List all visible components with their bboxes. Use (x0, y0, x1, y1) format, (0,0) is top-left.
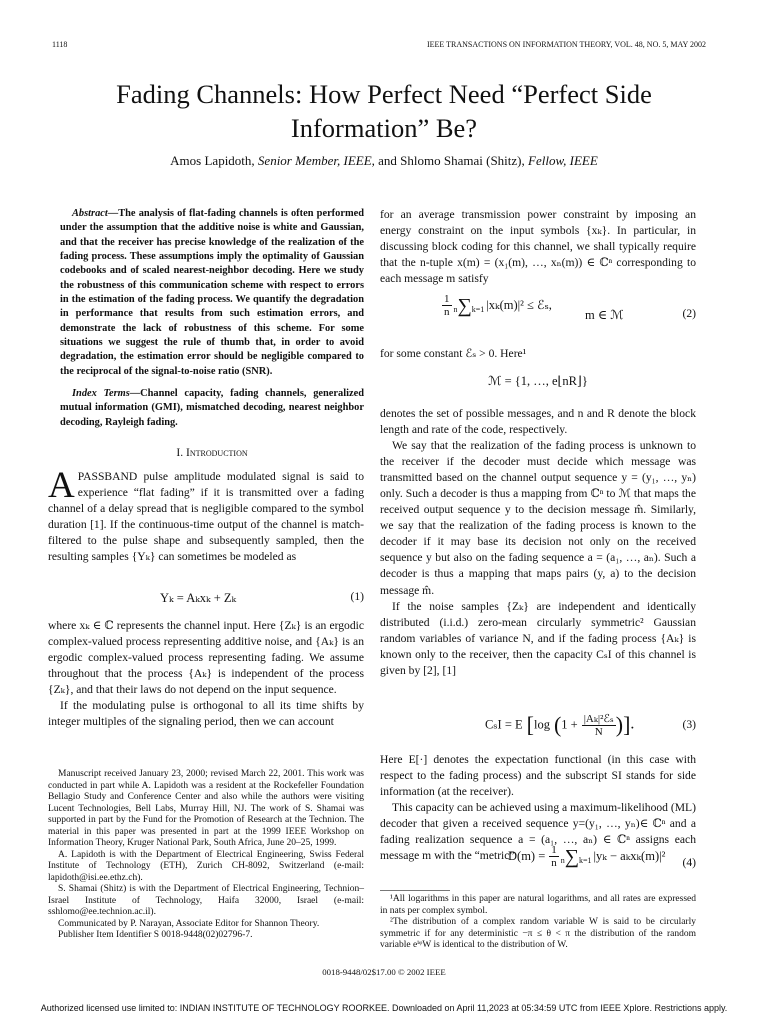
index-terms (60, 387, 364, 430)
equation-4-number: (4) (682, 856, 696, 869)
title-line-2: Information” Be? (290, 113, 478, 143)
equation-4-term: |yₖ − aₖxₖ(m)|² (593, 849, 666, 864)
author-2: Shlomo Shamai (Shitz), (400, 153, 525, 168)
abstract-text: —The analysis of flat-fading channels is often performed under the assumption that the additive noise is white and Gaussian, and that the receiver has precise knowledge of the realization of the fading process. These assumptions imply the optimality of Gaussian codebooks and of scaled nearest-neighbor decoding. Here we study the robustness of this communication scheme with respect to errors in the estimation of the fading process. We quantify the degradation in performance that results from such estimation errors, and demonstrate the lack of robustness of this scheme. For some situations we suggest the rule of thumb that, in order to avoid degradation, the estimation error should be negligible compared to the reciprocal of the signal-to-noise ratio (SNR). (60, 208, 364, 377)
footnote-rule (380, 890, 450, 891)
footnote-2: ²The distribution of a complex random variable W is said to be circularly symmetric if for any deterministic −π ≤ θ < π the distribution of the random variable eⁱᵠW is identical to the distribution of W. (380, 917, 696, 950)
sum-icon: n∑k=1 (453, 294, 485, 317)
fraction-numerator: 1 (444, 293, 450, 305)
abstract (60, 207, 364, 379)
author-1-affiliation: Senior Member, IEEE, (257, 153, 375, 168)
equation-3-lhs: CₛI = E (485, 717, 523, 732)
manuscript-note: Communicated by P. Narayan, Associate Editor for Shannon Theory. (58, 918, 320, 929)
manuscript-note: A. Lapidoth is with the Department of Electrical Engineering, Swiss Federal Institute of Technology (ETH), Zurich CH-8092, Switzerland (e-mail: lapidoth@isi.ee.ethz.ch). (48, 849, 364, 883)
author-1: Amos Lapidoth (170, 153, 252, 168)
equation-1-body: Yₖ = Aₖxₖ + Zₖ (160, 591, 237, 605)
equation-2-fraction (442, 293, 452, 318)
running-header: IEEE TRANSACTIONS ON INFORMATION THEORY, VOL. 48, NO. 5, MAY 2002 (426, 40, 706, 49)
manuscript-note: Publisher Item Identifier S 0018-9448(02)02796-7. (58, 930, 253, 940)
equation-4-fraction (549, 844, 559, 869)
manuscript-note: Manuscript received January 23, 2000; revised March 22, 2001. This work was conducted in part while A. Lapidoth was a resident at the Rockefeller Foundation Bellagio Study and Conference Center and also while the authors were visiting Lucent Technologies, Bell Labs, Murray Hill, NJ. The work of S. Shamai was supported in part by the Fund for the Promotion of Research at the Technion. The material in this paper was presented in part at the 1999 IEEE Workshop on Information Theory, Kruger National Park, South Africa, June 20–25, 1999. (48, 769, 364, 848)
title-line-1: Fading Channels: How Perfect Need “Perfect Side (116, 79, 652, 109)
manuscript-note: S. Shamai (Shitz) is with the Department of Electrical Engineering, Technion–Israel Institute of Technology, Haifa 32000, Israel (e-mail: sshlomo@ee.technion.ac.il). (48, 884, 364, 917)
fraction-denominator: n (551, 857, 557, 869)
intro-paragraph-2 (48, 618, 364, 730)
equation-set: ℳ = {1, …, e⌊nR⌋} (488, 374, 588, 388)
fraction-numerator: |Aₖ|²ℰₛ (583, 712, 614, 725)
fraction-numerator: 1 (551, 844, 557, 856)
equation-3-one: 1 + (561, 717, 578, 732)
equation-2 (380, 293, 696, 335)
equation-4-lhs: D(m) = (508, 849, 546, 864)
equation-3-fraction (582, 713, 616, 738)
equation-1 (48, 590, 364, 610)
footnote-1: ¹All logarithms in this paper are natural logarithms, and all rates are expressed in nats per complex symbol. (380, 894, 696, 916)
equation-4-body (508, 844, 665, 869)
equation-4 (380, 844, 696, 884)
equation-2-number: (2) (682, 307, 696, 320)
right-text-2: for some constant ℰₛ > 0. Here¹ (380, 347, 527, 360)
sum-lower: k=1 (579, 855, 592, 865)
drop-cap: A (48, 465, 75, 506)
author-2-affiliation: Fellow, IEEE (528, 153, 598, 168)
author-line: Amos Lapidoth, Senior Member, IEEE, and Shlomo Shamai (Shitz), Fellow, IEEE (170, 153, 598, 168)
intro-paragraph-1 (48, 465, 364, 565)
sum-icon: n∑k=1 (560, 845, 592, 868)
page-number: 1118 (52, 40, 68, 49)
intro-text-2: where xₖ ∈ ℂ represents the channel input. Here {Zₖ} is an ergodic complex-valued process representing additive noise, and {Aₖ} is an ergodic complex-valued process representing fading. We assume throughout that the process {Aₖ} is independent of the process {Zₖ}, and that their laws do not depend on the input sequence. (48, 619, 364, 697)
right-text-3: denotes the set of possible messages, and n and R denote the block length and rate of the code, respectively. (380, 407, 696, 437)
sum-lower: k=1 (471, 304, 485, 314)
sum-upper: n (560, 855, 565, 865)
right-text-4: We say that the realization of the fading process is unknown to the receiver if the decoder must decide which message was transmitted based on the channel output sequence y = (y₁, …, yₙ) only. Such a decoder is thus a mapping from ℂⁿ to ℳ that maps the received output sequence y to the decision message m̂. Similarly, we say that the realization of the fading process is known to the decoder if it may base its decision not only on the received sequence y but also on the fading sequence a = (a₁, …, aₙ). Such a decoder is thus a mapping that maps pairs (y, a) to the decision message m̂. (380, 439, 696, 597)
equation-2-body: |xₖ(m)|² ≤ ℰₛ, (486, 298, 552, 313)
equation-3 (380, 712, 696, 748)
paper-title (40, 77, 728, 145)
index-terms-text: —Channel capacity, fading channels, generalized mutual information (GMI), mismatched decoding, nearest neighbor decoding, Rayleigh fading. (60, 388, 364, 428)
equation-1-number: (1) (350, 590, 364, 603)
footnotes (380, 894, 696, 952)
right-text-6: Here E[·] denotes the expectation functional (in this case with respect to the fading process) and the subscript SI stands for side information (at the receiver). (380, 753, 696, 799)
sum-upper: n (453, 304, 458, 314)
equation-3-number: (3) (682, 718, 696, 731)
license-notice: Authorized licensed use limited to: INDIAN INSTITUTE OF TECHNOLOGY ROORKEE. Downloaded on April 11,2023 at 05:34:59 UTC from IEEE Xplore. Restrictions apply. (40, 1003, 728, 1013)
right-paragraph-2 (380, 346, 696, 362)
abstract-block (60, 207, 364, 430)
right-text-7: This capacity can be achieved using a maximum-likelihood (ML) decoder that given a received sequence y=(y₁, …, yₙ)∈ ℂⁿ and a fading realization sequence a = (a₁, …, aₙ) ∈ ℂⁿ assigns each message m with the “metric” (380, 801, 696, 863)
fraction-denominator: N (594, 725, 603, 738)
fraction-denominator: n (444, 306, 450, 318)
section-numeral: I. (176, 446, 184, 459)
copyright-footer: 0018-9448/02$17.00 © 2002 IEEE (322, 967, 446, 977)
index-terms-label: Index Terms (72, 388, 130, 400)
intro-text-3: If the modulating pulse is orthogonal to all its time shifts by integer multiples of the signaling period, then we can account (48, 699, 364, 729)
section-title: Introduction (186, 446, 248, 459)
section-heading (60, 446, 364, 459)
right-paragraph-3 (380, 406, 696, 679)
equation-3-body: CₛI = E [log (1 + $\frac{\text{|Aₖ|²ℰₛ}}{N}$ )]. (485, 712, 635, 738)
right-text-1: for an average transmission power constraint by imposing an energy constraint on the input symbols {xₖ}. In particular, in discussing block coding for this channel, we shall typically require that the n-tuple x(m) = (x₁(m), …, xₙ(m)) ∈ ℂⁿ corresponding to each message m satisfy (380, 208, 696, 286)
manuscript-notes (48, 769, 364, 942)
equation-2-lhs (442, 293, 552, 318)
right-paragraph-1 (380, 207, 696, 287)
equation-3-log: log (533, 717, 550, 732)
abstract-label: Abstract (72, 208, 108, 219)
intro-text-1: PASSBAND pulse amplitude modulated signal is said to experience “flat fading” if it is transmitted over a fading channel of a delay spread that is negligible compared to the symbol duration [1]. If the continuous-time output of the channel is match-filtered to the pulse shape and subsequently sampled, then the resulting samples {Yₖ} can sometimes be modeled as (48, 470, 364, 564)
equation-2-condition: m ∈ ℳ (585, 308, 624, 322)
author-conjunction: and (378, 153, 397, 168)
right-text-5: If the noise samples {Zₖ} are independent and identically distributed (i.i.d.) zero-mean circularly symmetric² Gaussian random variables of variance N, and if the fading process {Aₖ} is known only to the receiver, then the capacity CₛI of this channel is given by [2], [1] (380, 599, 696, 677)
